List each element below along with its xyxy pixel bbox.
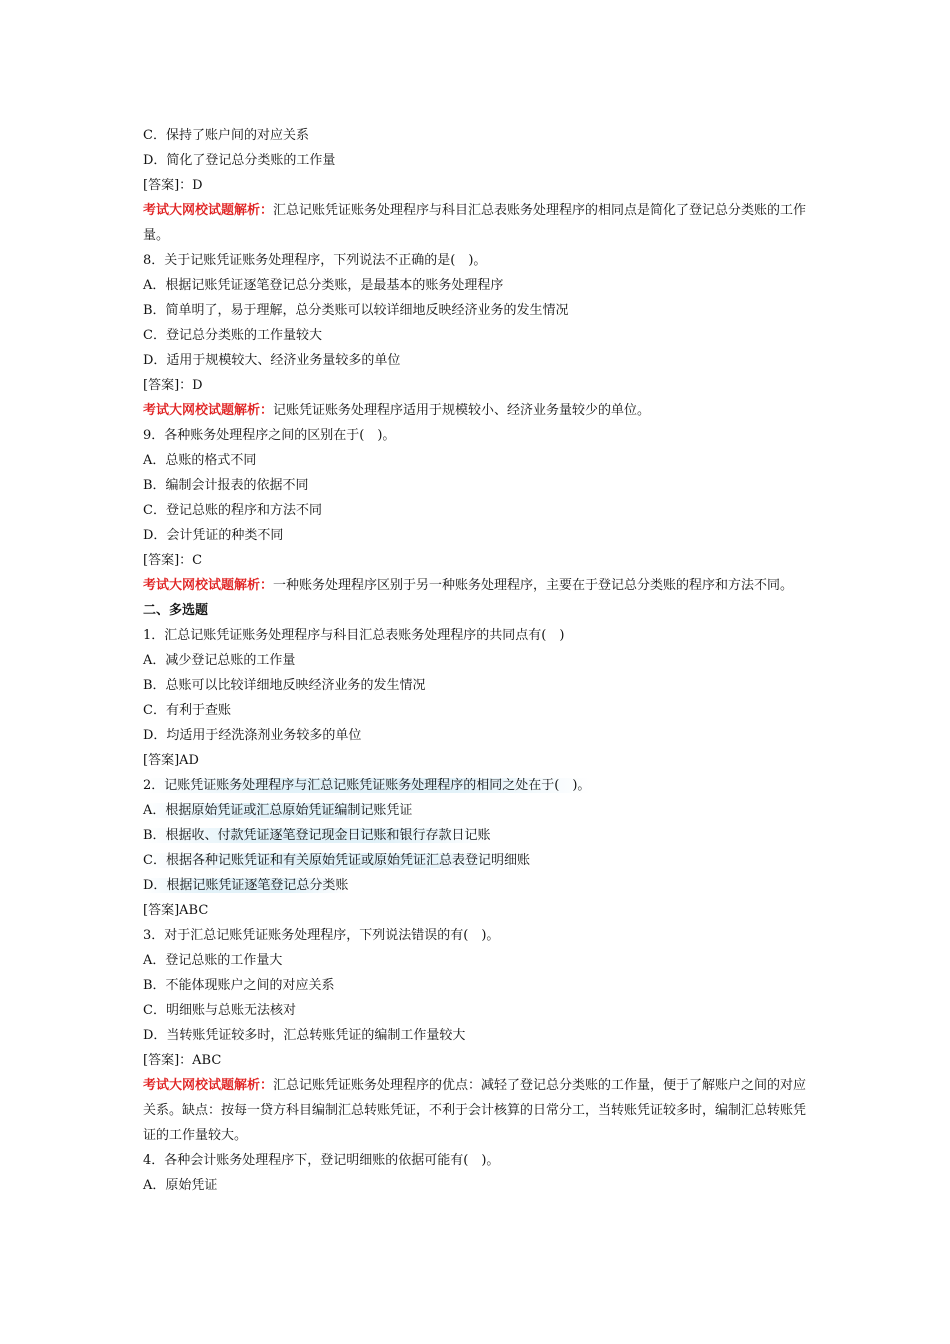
question-line bbox=[143, 623, 813, 648]
line-text: 9．各种账务处理程序之间的区别在于( )。 bbox=[143, 428, 396, 443]
question-line bbox=[143, 898, 813, 923]
question-line bbox=[143, 798, 813, 823]
line-text: [答案]：D bbox=[143, 378, 203, 393]
line-text: A．根据记账凭证逐笔登记总分类账，是最基本的账务处理程序 bbox=[143, 278, 504, 293]
line-text: D．当转账凭证较多时，汇总转账凭证的编制工作量较大 bbox=[143, 1028, 466, 1043]
line-text: 4．各种会计账务处理程序下，登记明细账的依据可能有( )。 bbox=[143, 1153, 500, 1168]
line-text: [答案]：C bbox=[143, 553, 203, 568]
line-text: D．简化了登记总分类账的工作量 bbox=[143, 153, 336, 168]
analysis-text: 汇总记账凭证账务处理程序的优点：减轻了登记总分类账的工作量，便于了解账户之间的对应关系。缺点：按每一贷方科目编制汇总转账凭证，不利于会计核算的日常分工，当转账凭证较多时，编制汇总转账凭证的工作量较大。 bbox=[143, 1078, 807, 1143]
analysis-text: 记账凭证账务处理程序适用于规模较小、经济业务量较少的单位。 bbox=[273, 403, 651, 418]
question-line bbox=[143, 423, 813, 448]
analysis-label: 考试大网校试题解析： bbox=[143, 403, 274, 418]
question-line bbox=[143, 548, 813, 573]
section-heading bbox=[143, 598, 813, 623]
question-line bbox=[143, 948, 813, 973]
question-line bbox=[143, 773, 813, 798]
question-line bbox=[143, 298, 813, 323]
question-line bbox=[143, 1148, 813, 1173]
line-text: B．不能体现账户之间的对应关系 bbox=[143, 978, 335, 993]
analysis-text: 一种账务处理程序区别于另一种账务处理程序，主要在于登记总分类账的程序和方法不同。 bbox=[273, 578, 794, 593]
analysis-label: 考试大网校试题解析： bbox=[143, 1078, 274, 1093]
question-line bbox=[143, 173, 813, 198]
line-text: C．有利于查账 bbox=[143, 703, 231, 718]
document-body bbox=[143, 123, 813, 1198]
line-text: A．登记总账的工作量大 bbox=[143, 953, 283, 968]
question-line bbox=[143, 348, 813, 373]
line-text: [答案]ABC bbox=[143, 903, 209, 918]
question-line bbox=[143, 823, 813, 848]
analysis-text: 汇总记账凭证账务处理程序与科目汇总表账务处理程序的相同点是简化了登记总分类账的工作量。 bbox=[143, 203, 807, 243]
line-text: D．适用于规模较大、经济业务量较多的单位 bbox=[143, 353, 401, 368]
question-line bbox=[143, 848, 813, 873]
line-text: 3．对于汇总记账凭证账务处理程序，下列说法错误的有( )。 bbox=[143, 928, 500, 943]
analysis-paragraph bbox=[143, 1073, 813, 1148]
analysis-paragraph bbox=[143, 198, 813, 248]
question-line bbox=[143, 973, 813, 998]
line-text: B．简单明了，易于理解，总分类账可以较详细地反映经济业务的发生情况 bbox=[143, 303, 569, 318]
line-text: C．登记总账的程序和方法不同 bbox=[143, 503, 322, 518]
question-line bbox=[143, 448, 813, 473]
line-text: A．减少登记总账的工作量 bbox=[143, 653, 296, 668]
line-text: 1．汇总记账凭证账务处理程序与科目汇总表账务处理程序的共同点有( ) bbox=[143, 628, 565, 643]
question-line bbox=[143, 1023, 813, 1048]
question-line bbox=[143, 248, 813, 273]
line-text: [答案]：ABC bbox=[143, 1053, 222, 1068]
line-text: D．根据记账凭证逐笔登记总分类账 bbox=[143, 878, 349, 893]
line-text: A．根据原始凭证或汇总原始凭证编制记账凭证 bbox=[143, 803, 413, 818]
line-text: B．总账可以比较详细地反映经济业务的发生情况 bbox=[143, 678, 426, 693]
question-line bbox=[143, 498, 813, 523]
line-text: D．会计凭证的种类不同 bbox=[143, 528, 284, 543]
line-text: C．根据各种记账凭证和有关原始凭证或原始凭证汇总表登记明细账 bbox=[143, 853, 530, 868]
analysis-paragraph bbox=[143, 398, 813, 423]
question-line bbox=[143, 748, 813, 773]
line-text: [答案]：D bbox=[143, 178, 203, 193]
line-text: [答案]AD bbox=[143, 753, 199, 768]
question-line bbox=[143, 923, 813, 948]
line-text: B．根据收、付款凭证逐笔登记现金日记账和银行存款日记账 bbox=[143, 828, 491, 843]
question-line bbox=[143, 123, 813, 148]
question-line bbox=[143, 698, 813, 723]
question-line bbox=[143, 723, 813, 748]
question-line bbox=[143, 523, 813, 548]
line-text: D．均适用于经洗涤剂业务较多的单位 bbox=[143, 728, 362, 743]
line-text: A．总账的格式不同 bbox=[143, 453, 257, 468]
question-line bbox=[143, 373, 813, 398]
question-line bbox=[143, 323, 813, 348]
question-line bbox=[143, 673, 813, 698]
question-line bbox=[143, 148, 813, 173]
line-text: C．保持了账户间的对应关系 bbox=[143, 128, 309, 143]
analysis-label: 考试大网校试题解析： bbox=[143, 203, 274, 218]
question-line bbox=[143, 473, 813, 498]
question-line bbox=[143, 648, 813, 673]
question-line bbox=[143, 1048, 813, 1073]
question-line bbox=[143, 873, 813, 898]
question-line bbox=[143, 1173, 813, 1198]
question-line bbox=[143, 998, 813, 1023]
question-line bbox=[143, 273, 813, 298]
analysis-label: 考试大网校试题解析： bbox=[143, 578, 274, 593]
line-text: C．登记总分类账的工作量较大 bbox=[143, 328, 322, 343]
line-text: B．编制会计报表的依据不同 bbox=[143, 478, 309, 493]
line-text: A．原始凭证 bbox=[143, 1178, 218, 1193]
line-text: 2．记账凭证账务处理程序与汇总记账凭证账务处理程序的相同之处在于( )。 bbox=[143, 778, 591, 793]
analysis-paragraph bbox=[143, 573, 813, 598]
line-text: 二、多选题 bbox=[143, 603, 209, 618]
line-text: C．明细账与总账无法核对 bbox=[143, 1003, 296, 1018]
line-text: 8．关于记账凭证账务处理程序，下列说法不正确的是( )。 bbox=[143, 253, 487, 268]
